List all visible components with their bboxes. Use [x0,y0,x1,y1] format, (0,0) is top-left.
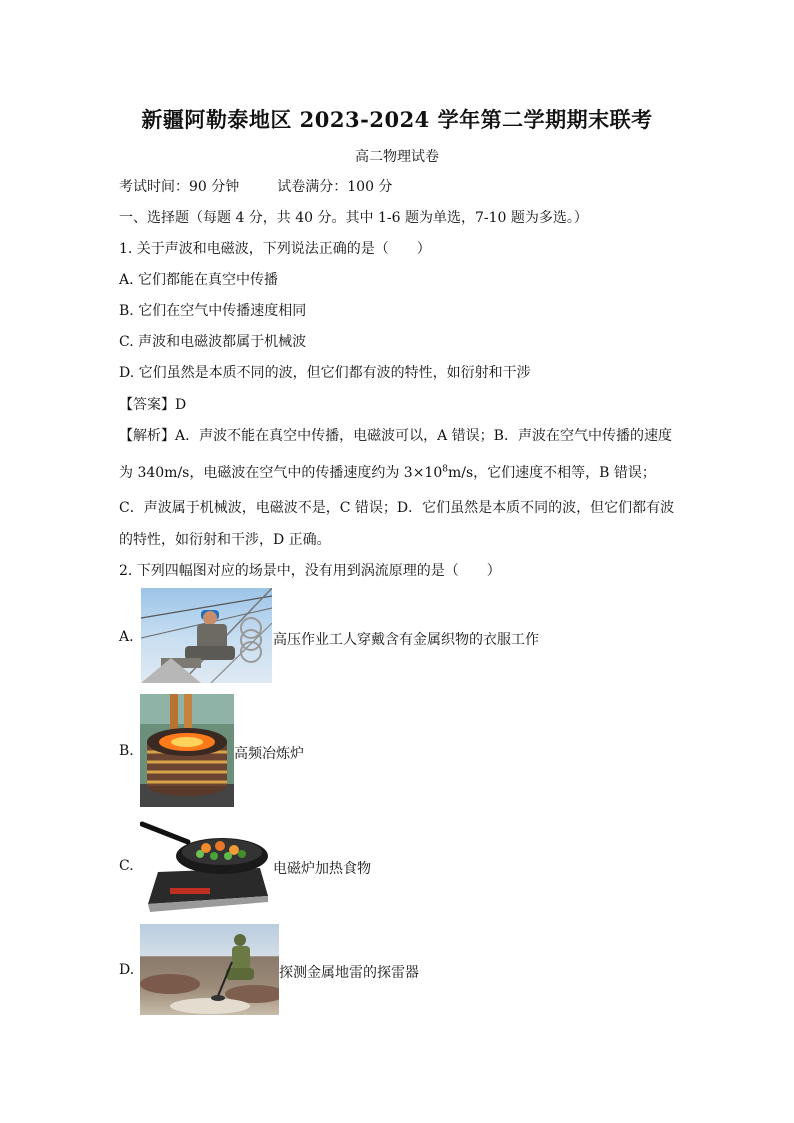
lineman-photo [141,588,272,683]
section-heading: 一、选择题（每题 4 分，共 40 分。其中 1-6 题为单选，7-10 题为多选。） [119,210,588,226]
mine-detector-illustration [140,924,279,1015]
q2-option-b-label: B. [119,743,134,759]
lineman-illustration [141,588,272,683]
furnace-illustration [140,694,234,807]
induction-cooker-photo [140,816,272,914]
q1-option-a: A. 它们都能在真空中传播 [119,272,279,288]
q2-option-a-label: A. [119,629,134,645]
q2-option-d-caption: 探测金属地雷的探雷器 [279,965,419,981]
q1-analysis-line3: C．声波属于机械波，电磁波不是，C 错误；D．它们虽然是本质不同的波，但它们都有波 [119,500,675,516]
furnace-photo [140,694,234,807]
analysis-line2-post: m/s，它们速度不相等，B 错误； [447,465,656,481]
q2-option-d-label: D. [119,962,135,978]
q2-option-c-caption: 电磁炉加热食物 [273,861,371,877]
q2-option-c-label: C. [119,858,134,874]
page-subtitle: 高二物理试卷 [355,149,439,165]
q1-option-c: C. 声波和电磁波都属于机械波 [119,334,307,350]
induction-cooker-illustration [140,816,272,914]
q1-analysis-line4: 的特性，如衍射和干涉，D 正确。 [119,532,331,548]
q1-analysis-line2 [119,462,656,482]
exam-info [119,176,392,196]
analysis-line2-pre: 为 340m/s，电磁波在空气中的传播速度约为 3×10 [119,465,443,481]
q2-option-b-caption: 高频冶炼炉 [234,746,304,762]
q1-stem: 1. 关于声波和电磁波，下列说法正确的是（ ） [119,241,431,257]
q2-option-a-caption: 高压作业工人穿戴含有金属织物的衣服工作 [273,632,539,648]
mine-detector-photo [140,924,279,1015]
q1-answer: 【答案】D [119,397,187,413]
q1-analysis-line1: 【解析】A．声波不能在真空中传播，电磁波可以，A 错误；B．声波在空气中传播的速度 [119,428,672,444]
q1-option-b: B. 它们在空气中传播速度相同 [119,303,307,319]
q2-stem: 2. 下列四幅图对应的场景中，没有用到涡流原理的是（ ） [119,563,501,579]
q1-option-d: D. 它们虽然是本质不同的波，但它们都有波的特性，如衍射和干涉 [119,365,531,381]
analysis-line2-exponent: 8 [442,464,448,475]
full-score: 试卷满分：100 分 [277,179,393,195]
exam-time: 考试时间：90 分钟 [119,179,240,195]
page-title: 新疆阿勒泰地区 2023-2024 学年第二学期期末联考 [141,107,653,132]
